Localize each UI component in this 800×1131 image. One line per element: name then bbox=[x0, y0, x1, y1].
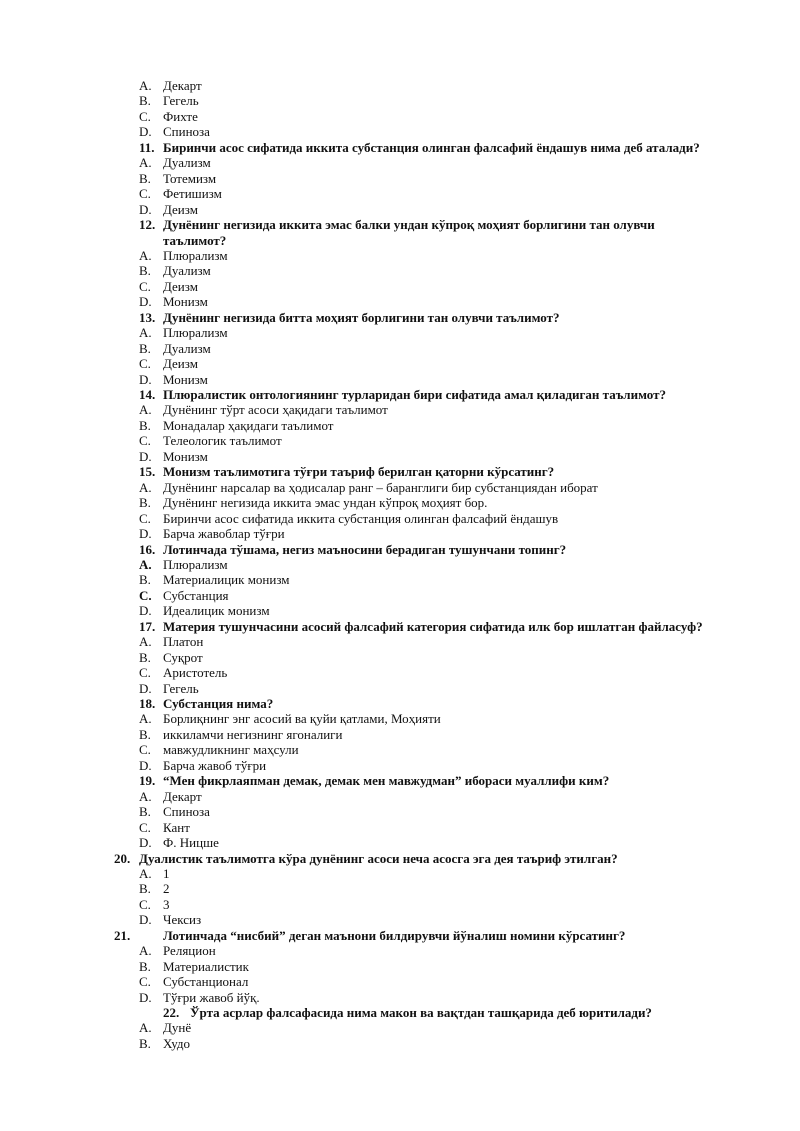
question-number: 18. bbox=[139, 696, 156, 711]
question-text: Монизм таълимотига тўғри таъриф берилган қаторни кўрсатинг? bbox=[163, 464, 555, 479]
option-text: Барча жавоблар тўғри bbox=[163, 526, 285, 541]
option-text: Монизм bbox=[163, 294, 208, 309]
option-letter: A. bbox=[139, 155, 152, 170]
option-text: Аристотель bbox=[163, 665, 228, 680]
option-text: Гегель bbox=[163, 93, 199, 108]
option-text: Барча жавоб тўғри bbox=[163, 758, 267, 773]
option-text: Монизм bbox=[163, 449, 208, 464]
option-text: Дунёнинг тўрт асоси ҳақидаги таълимот bbox=[163, 402, 388, 417]
option-letter: D. bbox=[139, 835, 152, 850]
option-letter: C. bbox=[139, 511, 151, 526]
question-text: Дуалистик таълимотга кўра дунёнинг асоси неча асосга эга дея таъриф этилган? bbox=[139, 851, 618, 866]
question-text: Дунёнинг негизида иккита эмас балки ундан кўпроқ моҳият борлигини тан олувчи bbox=[163, 217, 655, 232]
question-text: таълимот? bbox=[163, 233, 227, 248]
option-text: Дуализм bbox=[163, 263, 211, 278]
option-text: 1 bbox=[163, 866, 170, 881]
option-letter: D. bbox=[139, 202, 152, 217]
option-letter: B. bbox=[139, 881, 151, 896]
option-text: Реляцион bbox=[163, 943, 216, 958]
option-text: Суқрот bbox=[163, 650, 203, 665]
option-letter: D. bbox=[139, 603, 152, 618]
question-text: Материя тушунчасини асосий фалсафий категория сифатида илк бор ишлатган файласуф? bbox=[163, 619, 703, 634]
question-number: 11. bbox=[139, 140, 155, 155]
question-number: 22. bbox=[163, 1005, 180, 1020]
option-text: Дуализм bbox=[163, 341, 211, 356]
option-text: Плюрализм bbox=[163, 557, 228, 572]
option-letter: C. bbox=[139, 433, 151, 448]
option-text: Дуализм bbox=[163, 155, 211, 170]
option-text: Идеалицик монизм bbox=[163, 603, 270, 618]
option-text: Спиноза bbox=[163, 804, 210, 819]
option-letter: C. bbox=[139, 588, 152, 603]
option-text: Деизм bbox=[163, 279, 198, 294]
option-text: 2 bbox=[163, 881, 170, 896]
question-number: 14. bbox=[139, 387, 156, 402]
option-text: Ф. Ницше bbox=[163, 835, 219, 850]
option-text: Материалистик bbox=[163, 959, 249, 974]
option-text: Декарт bbox=[163, 78, 202, 93]
option-letter: B. bbox=[139, 727, 151, 742]
question-text: Биринчи асос сифатида иккита субстанция олинган фалсафий ёндашув нима деб аталади? bbox=[163, 140, 700, 155]
option-letter: A. bbox=[139, 711, 152, 726]
option-letter: A. bbox=[139, 634, 152, 649]
option-letter: C. bbox=[139, 356, 151, 371]
option-letter: D. bbox=[139, 990, 152, 1005]
option-letter: B. bbox=[139, 418, 151, 433]
option-letter: C. bbox=[139, 109, 151, 124]
option-text: Плюрализм bbox=[163, 248, 228, 263]
option-letter: B. bbox=[139, 171, 151, 186]
option-text: Борлиқнинг энг асосий ва қуйи қатлами, Моҳияти bbox=[163, 711, 441, 726]
option-text: Биринчи асос сифатида иккита субстанция олинган фалсафий ёндашув bbox=[163, 511, 559, 526]
option-text: Дунёнинг негизида иккита эмас ундан кўпроқ моҳият бор. bbox=[163, 495, 488, 510]
question-text: Ўрта асрлар фалсафасида нима макон ва вақтдан ташқарида деб юритилади? bbox=[190, 1005, 652, 1020]
option-letter: B. bbox=[139, 650, 151, 665]
option-text: Кант bbox=[163, 820, 190, 835]
option-letter: B. bbox=[139, 495, 151, 510]
option-letter: A. bbox=[139, 248, 152, 263]
option-letter: D. bbox=[139, 758, 152, 773]
option-text: Плюрализм bbox=[163, 325, 228, 340]
option-letter: D. bbox=[139, 526, 152, 541]
question-text: Плюралистик онтологиянинг турларидан бири сифатида амал қиладиган таълимот? bbox=[163, 387, 666, 402]
option-text: Монадалар ҳақидаги таълимот bbox=[163, 418, 334, 433]
option-text: Монизм bbox=[163, 372, 208, 387]
option-letter: A. bbox=[139, 943, 152, 958]
question-text: Лотинчада “нисбий” деган маънони билдирувчи йўналиш номини кўрсатинг? bbox=[163, 928, 626, 943]
option-letter: D. bbox=[139, 449, 152, 464]
option-letter: D. bbox=[139, 681, 152, 696]
option-letter: A. bbox=[139, 1020, 152, 1035]
option-text: Гегель bbox=[163, 681, 199, 696]
question-text: Субстанция нима? bbox=[163, 696, 274, 711]
option-text: Телеологик таълимот bbox=[163, 433, 282, 448]
option-letter: B. bbox=[139, 804, 151, 819]
option-letter: C. bbox=[139, 820, 151, 835]
option-text: Субстанционал bbox=[163, 974, 249, 989]
option-text: Фетишизм bbox=[163, 186, 222, 201]
option-text: Тўғри жавоб йўқ. bbox=[163, 990, 260, 1005]
option-letter: B. bbox=[139, 959, 151, 974]
question-text: Дунёнинг негизида битта моҳият борлигини тан олувчи таълимот? bbox=[163, 310, 560, 325]
option-text: Платон bbox=[163, 634, 204, 649]
option-text: Чексиз bbox=[163, 912, 202, 927]
option-text: Декарт bbox=[163, 789, 202, 804]
option-letter: C. bbox=[139, 974, 151, 989]
option-letter: A. bbox=[139, 866, 152, 881]
option-letter: A. bbox=[139, 402, 152, 417]
question-number: 15. bbox=[139, 464, 156, 479]
question-number: 16. bbox=[139, 542, 156, 557]
option-letter: D. bbox=[139, 372, 152, 387]
question-number: 21. bbox=[114, 928, 131, 943]
option-letter: D. bbox=[139, 124, 152, 139]
option-letter: A. bbox=[139, 789, 152, 804]
option-text: мавжудликнинг маҳсули bbox=[163, 742, 299, 757]
option-letter: A. bbox=[139, 78, 152, 93]
option-text: Деизм bbox=[163, 356, 198, 371]
option-text: Деизм bbox=[163, 202, 198, 217]
option-text: Субстанция bbox=[163, 588, 229, 603]
option-text: Худо bbox=[163, 1036, 191, 1051]
option-letter: B. bbox=[139, 263, 151, 278]
question-text: “Мен фикрлаяпман демак, демак мен мавжудман” ибораси муаллифи ким? bbox=[163, 773, 610, 788]
option-letter: C. bbox=[139, 742, 151, 757]
option-text: Тотемизм bbox=[163, 171, 217, 186]
option-letter: D. bbox=[139, 912, 152, 927]
option-letter: C. bbox=[139, 897, 151, 912]
option-text: Дунёнинг нарсалар ва ҳодисалар ранг – баранглиги бир субстанциядан иборат bbox=[163, 480, 598, 495]
question-number: 17. bbox=[139, 619, 156, 634]
question-number: 20. bbox=[114, 851, 131, 866]
question-number: 13. bbox=[139, 310, 156, 325]
question-number: 19. bbox=[139, 773, 156, 788]
option-letter: A. bbox=[139, 325, 152, 340]
option-text: Фихте bbox=[163, 109, 198, 124]
option-letter: A. bbox=[139, 480, 152, 495]
question-number: 12. bbox=[139, 217, 156, 232]
option-letter: B. bbox=[139, 572, 151, 587]
question-text: Лотинчада тўшама, негиз маъносини берадиган тушунчани топинг? bbox=[163, 542, 567, 557]
option-letter: B. bbox=[139, 1036, 151, 1051]
option-letter: D. bbox=[139, 294, 152, 309]
option-letter: C. bbox=[139, 279, 151, 294]
option-letter: B. bbox=[139, 93, 151, 108]
option-text: Материалицик монизм bbox=[163, 572, 290, 587]
option-text: 3 bbox=[163, 897, 170, 912]
option-letter: C. bbox=[139, 665, 151, 680]
option-text: Дунё bbox=[163, 1020, 192, 1035]
option-text: Спиноза bbox=[163, 124, 210, 139]
option-text: иккиламчи негизнинг ягоналиги bbox=[163, 727, 343, 742]
option-letter: A. bbox=[139, 557, 152, 572]
option-letter: B. bbox=[139, 341, 151, 356]
option-letter: C. bbox=[139, 186, 151, 201]
